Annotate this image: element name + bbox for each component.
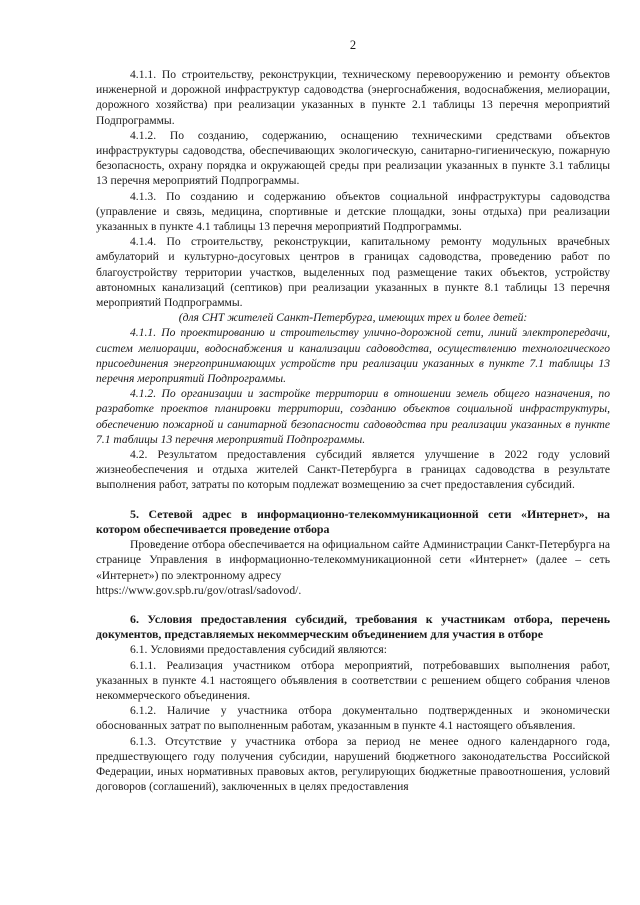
- paragraph-6-1-1: 6.1.1. Реализация участником отбора мероприятий, потребовавших выполнения работ, указанных в пункте 4.1 настоящего объявления в соответствии с решением общего собрания членов некоммерческого объединения.: [96, 658, 610, 702]
- paragraph-4-1-4: 4.1.4. По строительству, реконструкции, капитальному ремонту модульных врачебных амбулаторий и культурно-досуговых центров в границах садоводства, проведению работ по благоустройству территории участков, выделенных под размещение таких объектов, устройству автономных канализаций (септиков) при реализации указанных в пункте 8.1 таблицы 13 перечня мероприятий Подпрограммы.: [96, 235, 610, 310]
- paragraph-4-1-1: 4.1.1. По строительству, реконструкции, техническому перевооружению и ремонту объектов инженерной и дорожной инфраструктур садоводства (энергоснабжения, водоснабжения, мелиорации, дорожного хозяйства) при реализации указанных в пункте 2.1 таблицы 13 перечня мероприятий Подпрограммы.: [96, 68, 610, 127]
- paragraph-4-1-2: 4.1.2. По созданию, содержанию, оснащению техническими средствами объектов инфраструктуры садоводства, обеспечивающих экологическую, санитарно-гигиеническую, пожарную безопасность, охрану порядка и окружающей среды при реализации указанных в пункте 3.1 таблицы 13 перечня мероприятий Подпрограммы.: [96, 128, 610, 188]
- paragraph-4-1-1-italic: 4.1.1. По проектированию и строительству улично-дорожной сети, линий электропередачи, систем мелиорации, водоснабжения и канализации садоводства, осуществлению технологического присоединения энергопринимающих устройств при реализации указанных в пункте 7.1 таблицы 13 перечня мероприятий Подпрограммы.: [96, 326, 610, 386]
- paragraph-4-1-3: 4.1.3. По созданию и содержанию объектов социальной инфраструктуры садоводства (управление и связь, медицина, спортивные и детские площадки, зоны отдыха) при реализации указанных в пункте 4.1 таблицы 13 перечня мероприятий Подпрограммы.: [96, 189, 610, 234]
- section-6-heading: 6. Условия предоставления субсидий, требования к участникам отбора, перечень документов, представляемых некоммерческим объединением для участия в отборе: [96, 611, 610, 642]
- section-gap: [96, 598, 610, 612]
- paragraph-5-text: Проведение отбора обеспечивается на официальном сайте Администрации Санкт-Петербурга на странице Управления в информационно-телекоммуникационной сети «Интернет» (далее – сеть «Интернет») по электронному адресу: [96, 538, 610, 582]
- paragraph-snt-note: (для СНТ жителей Санкт-Петербурга, имеющих трех и более детей:: [178, 311, 528, 325]
- paragraph-4-1-2-italic: 4.1.2. По организации и застройке территории в отношении земель общего назначения, по разработке проектов планировки территории, созданию объектов социальной инфраструктуры, обеспечению пожарной и санитарной безопасности садоводства при реализации указанных в пункте 7.1 таблицы 13 перечня мероприятий Подпрограммы.: [96, 387, 610, 446]
- section-gap: [96, 493, 610, 507]
- paragraph-6-1-3: 6.1.3. Отсутствие у участника отбора за период не менее одного календарного года, предшествующего году получения субсидии, нарушений бюджетного законодательства Российской Федерации, иных нормативных правовых актов, регулирующих бюджетные правоотношения, условий договоров (соглашений), заключенных в целях предоставления: [96, 734, 610, 794]
- paragraph-6-1-2: 6.1.2. Наличие у участника отбора документально подтвержденных и экономически обоснованных затрат по выполненным работам, указанным в пункте 4.1 настоящего объявления.: [96, 704, 610, 733]
- paragraph-4-2: 4.2. Результатом предоставления субсидий является улучшение в 2022 году условий жизнеобеспечения и отдыха жителей Санкт-Петербурга в границах садоводства в результате выполнения работ, затраты по которым подлежат возмещению за счет предоставления субсидий.: [96, 448, 610, 492]
- section-5-heading: 5. Сетевой адрес в информационно-телекоммуникационной сети «Интернет», на котором обеспечивается проведение отбора: [96, 506, 610, 536]
- paragraph-5-url: https://www.gov.spb.ru/gov/otrasl/sadovod/.: [96, 583, 302, 597]
- paragraph-6-1: 6.1. Условиями предоставления субсидий являются:: [130, 643, 387, 657]
- page-number: 2: [349, 38, 357, 52]
